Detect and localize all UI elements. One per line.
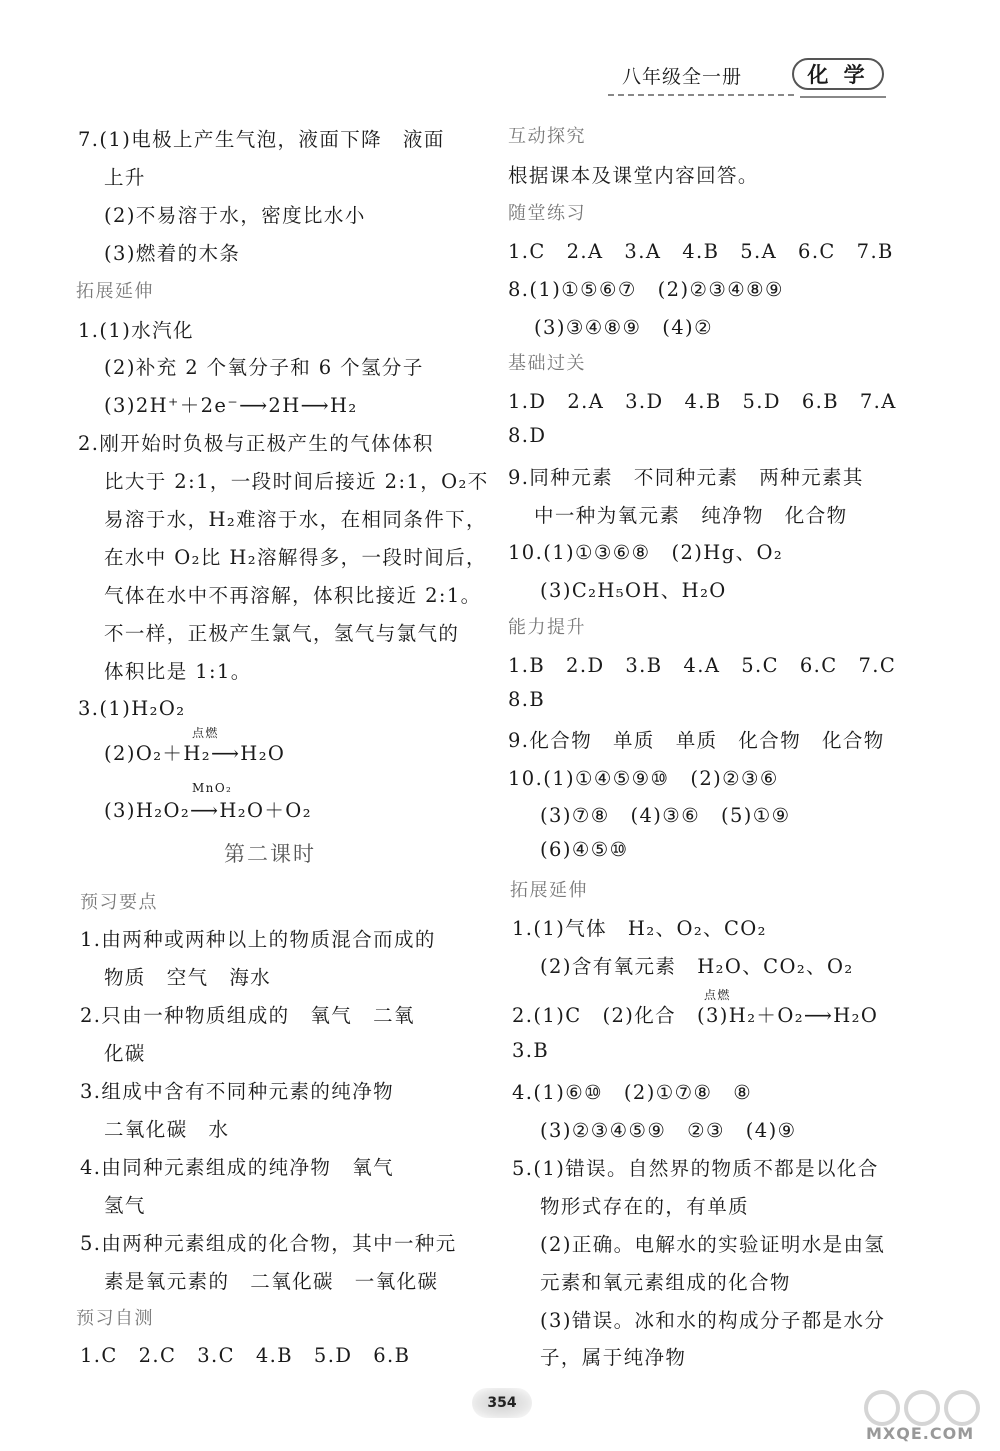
- section-heading: 拓展延伸: [510, 880, 588, 901]
- answer-line: 2.刚开始时负极与正极产生的气体体积: [78, 432, 434, 455]
- answer-line: (3)②③④⑤⑨ ②③ (4)⑨: [540, 1119, 797, 1142]
- answer-line: 1.B 2.D 3.B 4.A 5.C 6.C 7.C: [508, 654, 897, 677]
- answer-line: 1.(1)水汽化: [78, 319, 194, 342]
- answer-line: 比大于 2:1，一段时间后接近 2:1，O₂不: [104, 470, 489, 493]
- answer-line: (2)含有氧元素 H₂O、CO₂、O₂: [540, 955, 854, 978]
- answer-line: 物质 空气 海水: [104, 966, 272, 989]
- answer-line: (2)正确。电解水的实验证明水是由氢: [540, 1233, 886, 1256]
- reaction-condition: 点燃: [704, 988, 731, 1002]
- answer-line: (2)O₂＋H₂⟶H₂O: [104, 742, 286, 765]
- answer-line: (3)H₂O₂⟶H₂O＋O₂: [104, 799, 312, 822]
- answer-line: 4.(1)⑥⑩ (2)①⑦⑧ ⑧: [512, 1081, 753, 1104]
- answer-line: (3)⑦⑧ (4)③⑥ (5)①⑨: [540, 804, 791, 827]
- header-divider: [608, 94, 794, 96]
- answer-line: 7.(1)电极上产生气泡，液面下降 液面: [78, 128, 445, 151]
- answer-line: 根据课本及课堂内容回答。: [508, 164, 759, 187]
- answer-line: 氢气: [104, 1194, 146, 1217]
- section-heading: 随堂练习: [508, 203, 586, 224]
- answer-line: (3)错误。冰和水的构成分子都是水分: [540, 1309, 886, 1332]
- answer-line: 易溶于水，H₂难溶于水，在相同条件下，: [104, 508, 487, 531]
- answer-line: (3)③④⑧⑨ (4)②: [534, 316, 713, 339]
- answer-line: 元素和氧元素组成的化合物: [540, 1271, 791, 1294]
- answer-line: 10.(1)①③⑥⑧ (2)Hg、O₂: [508, 541, 784, 564]
- answer-line: 8.B: [508, 688, 546, 711]
- answer-line: 1.D 2.A 3.D 4.B 5.D 6.B 7.A: [508, 390, 897, 413]
- answer-line: 在水中 O₂比 H₂溶解得多，一段时间后，: [104, 546, 487, 569]
- reaction-condition: MnO₂: [192, 781, 233, 795]
- answer-line: 物形式存在的，有单质: [540, 1195, 750, 1218]
- section-heading: 拓展延伸: [76, 281, 154, 302]
- answer-line: (6)④⑤⑩: [540, 838, 629, 861]
- answer-line: 上升: [104, 166, 146, 189]
- answer-line: 10.(1)①④⑤⑨⑩ (2)②③⑥: [508, 767, 779, 790]
- section-heading: 能力提升: [508, 617, 586, 638]
- answer-line: 1.C 2.A 3.A 4.B 5.A 6.C 7.B: [508, 240, 894, 263]
- answer-line: (2)不易溶于水，密度比水小: [104, 204, 366, 227]
- subject-badge: 化 学: [792, 58, 884, 90]
- answer-line: (3)C₂H₅OH、H₂O: [540, 579, 727, 602]
- watermark-text: MXQE.COM: [866, 1424, 975, 1443]
- answer-line: 1.(1)气体 H₂、O₂、CO₂: [512, 917, 767, 940]
- answer-line: 8.(1)①⑤⑥⑦ (2)②③④⑧⑨: [508, 278, 784, 301]
- answer-line: 3.B: [512, 1039, 550, 1062]
- answer-line: (2)补充 2 个氧分子和 6 个氢分子: [104, 356, 424, 379]
- header-divider-right: [800, 96, 886, 98]
- section-heading: 预习要点: [80, 892, 158, 913]
- answer-line: 4.由同种元素组成的纯净物 氧气: [80, 1156, 395, 1179]
- answer-line: 子，属于纯净物: [540, 1346, 687, 1369]
- answer-line: 二氧化碳 水: [104, 1118, 230, 1141]
- answer-line: 不一样，正极产生氯气，氢气与氯气的: [104, 622, 460, 645]
- answer-line: 5.(1)错误。自然界的物质不都是以化合: [512, 1157, 879, 1180]
- answer-line: 体积比是 1:1。: [104, 660, 252, 683]
- answer-line: 素是氧元素的 二氧化碳 一氧化碳: [104, 1270, 439, 1293]
- header-grade: 八年级全一册: [622, 66, 743, 88]
- answer-line: (3)2H⁺＋2e⁻⟶2H⟶H₂: [104, 394, 358, 417]
- answer-line: 2.(1)C (2)化合 (3)H₂＋O₂⟶H₂O: [512, 1004, 879, 1027]
- answer-line: 9.化合物 单质 单质 化合物 化合物: [508, 729, 885, 752]
- answer-line: 1.C 2.C 3.C 4.B 5.D 6.B: [80, 1344, 411, 1367]
- answer-line: (3)燃着的木条: [104, 242, 241, 265]
- answer-line: 中一种为氧元素 纯净物 化合物: [534, 504, 848, 527]
- section-heading: 预习自测: [76, 1308, 154, 1329]
- section-heading: 基础过关: [508, 353, 586, 374]
- answer-line: 9.同种元素 不同种元素 两种元素其: [508, 466, 864, 489]
- section-heading: 互动探究: [508, 126, 586, 147]
- answer-line: 1.由两种或两种以上的物质混合而成的: [80, 928, 436, 951]
- answer-line: 化碳: [104, 1042, 146, 1065]
- lesson-title: 第二课时: [224, 842, 316, 866]
- answer-line: 5.由两种元素组成的化合物，其中一种元: [80, 1232, 457, 1255]
- answer-line: 气体在水中不再溶解，体积比接近 2:1。: [104, 584, 482, 607]
- page-number: 354: [472, 1388, 532, 1418]
- answer-line: 3.组成中含有不同种元素的纯净物: [80, 1080, 395, 1103]
- answer-line: 3.(1)H₂O₂: [78, 697, 186, 720]
- answer-line: 8.D: [508, 424, 547, 447]
- reaction-condition: 点燃: [192, 726, 219, 740]
- answer-line: 2.只由一种物质组成的 氧气 二氧: [80, 1004, 415, 1027]
